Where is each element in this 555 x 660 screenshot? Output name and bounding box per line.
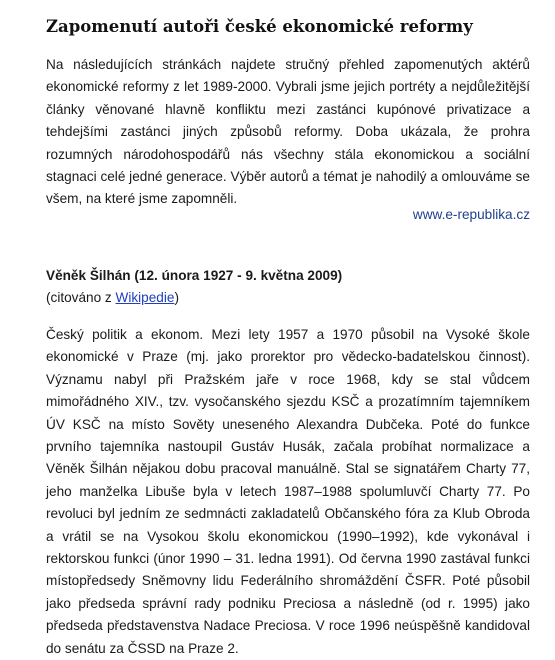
biography-paragraph: Český politik a ekonom. Mezi lety 1957 a 1970 působil na Vysoké škole ekonomické v Praze (mj. jako prorektor pro vědecko-badatelskou činnost). Významu nabyl při Pražském jaře v roce 1968, kdy se stal vůdcem mimořádného XIV., tzv. vysočanského sjezdu KSČ a prozatímním tajemníkem ÚV KSČ na místo Sověty uneseného Alexandra Dubčeka. Poté do funkce prvního tajemníka nastoupil Gustáv Husák, začala probíhat normalizace a Věněk Šilhán nějakou dobu pracoval manuálně. Stal se signatářem Charty 77, jeho manželka Libuše byla v letech 1987–1988 spolumluvčí Charty 77. Po revoluci byl jedním ze sedmnácti zakladatelů Občanského fóra za Klub Obroda a vrátil se na Vysokou školu ekonomickou (1990–1992), kde vykonával i rektorskou funkci (únor 1990 – 31. ledna 1991). Od června 1990 zastával funkci místopředsedy Sněmovny lidu Federálního shromáždění ČSFR. Poté působil jako předseda správní rady podniku Preciosa a následně (od r. 1995) jako předseda představenstva Nadace Preciosa. V roce 1996 neúspěšně kandidoval do senátu za ČSSD na Praze 2. xyxy=(46,327,530,656)
intro-paragraph: Na následujících stránkách najdete stručný přehled zapomenutých aktérů ekonomické reformy z let 1989-2000. Vybrali jsme jejich portréty a nejdůležitější články věnované hlavně konfliktu mezi zastánci kupónové privatizace a tehdejšími zastánci jiných způsobů reformy. Doba ukázala, že prohra rozumných národohospodářů nás všechny stála ekonomickou a sociální stagnaci celé jedné generace. Výběr autorů a témat je nahodilý a omlouváme se všem, na které jsme zapomněli. xyxy=(46,57,530,207)
document-title: Zapomenutí autoři české ekonomické reformy xyxy=(46,17,473,36)
citation-line xyxy=(46,288,179,308)
person-heading: Věněk Šilhán (12. února 1927 - 9. května 2009) xyxy=(46,268,343,283)
citation-suffix: ) xyxy=(174,290,179,305)
source-website-link[interactable]: www.e-republika.cz xyxy=(412,207,530,222)
citation-prefix: (citováno z xyxy=(46,290,116,305)
wikipedia-link[interactable]: Wikipedie xyxy=(115,290,175,305)
